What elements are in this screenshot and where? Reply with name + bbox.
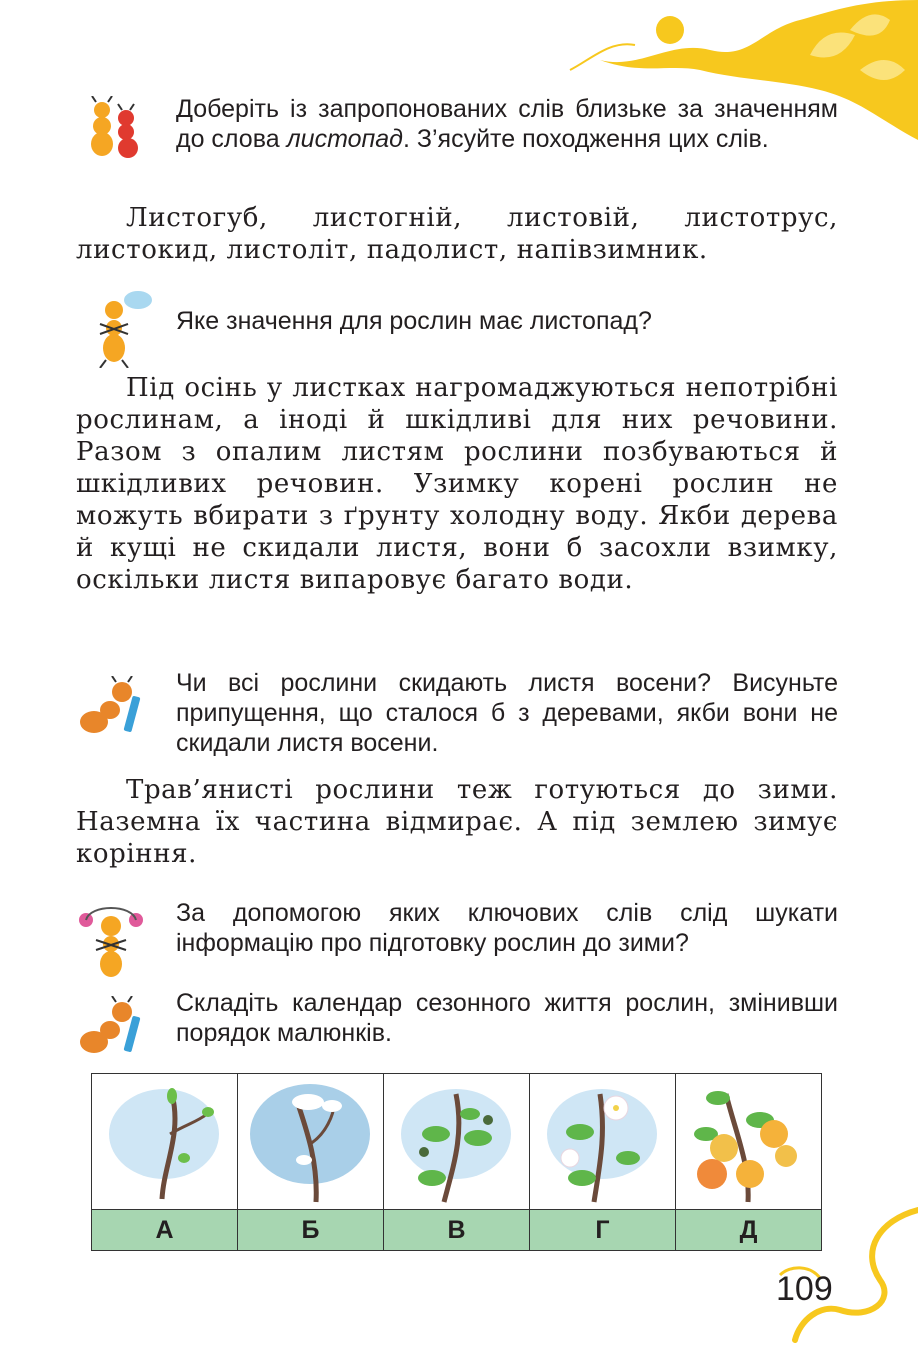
paragraph-leaf-fall [76,372,838,596]
image-cell-a [92,1074,238,1210]
task-4-text: За допомогою яких ключових слів слід шукати інформацію про підготовку рослин до зими? [176,899,838,957]
seasons-table [91,1073,822,1251]
ants-pair-icon [82,96,152,160]
ant-headphones-icon [76,904,146,980]
task-1-italic-word: листопад [286,125,403,153]
ant-pencil-icon [76,676,144,738]
paragraph-text: Під осінь у листках нагромаджуються непотрібні рослинам, а іноді й шкідливі для них речовини. Разом з опалим листям рослини позбуваються й шкідливих речовин. Узимку корені рослин не можуть вбирати з ґрунту холодну воду. Якби дерева й кущі не скидали листя, вони б засохли взимку, оскільки листя випаровує багато води. [76,373,838,595]
paragraph-herbs [76,774,838,870]
label-a: А [92,1210,238,1251]
branch-buds-image [92,1074,237,1204]
label-v: В [384,1210,530,1251]
task-1-text [176,94,838,154]
task-1-text-part: Доберіть із запропонованих слів близьке за значенням до слова [176,95,838,153]
task-3-text: Чи всі рослини скидають листя восени? Висуньте припущення, що сталося б з деревами, якби вони не скидали листя восени. [176,669,838,757]
page-number: 109 [776,1270,833,1308]
ant-thinking-icon [90,290,154,368]
label-d: Д [676,1210,822,1251]
image-cell-g [530,1074,676,1210]
branch-apples-image [676,1074,821,1204]
label-b: Б [238,1210,384,1251]
branch-blossom-image [530,1074,675,1204]
paragraph-text: Листогуб, листогній, листовій, листотрус, листокид, листоліт, падолист, напівзимник. [76,203,838,265]
label-g: Г [530,1210,676,1251]
task-2-text: Яке значення для рослин має листопад? [176,307,652,335]
image-cell-b [238,1074,384,1210]
task-5-text: Складіть календар сезонного життя рослин, змінивши порядок малюнків. [176,989,838,1047]
image-cell-d [676,1074,822,1210]
paragraph-text: Трав’янисті рослини теж готуються до зими. Наземна їх частина відмирає. А під землею зимує коріння. [76,775,838,869]
paragraph-words [76,202,838,266]
branch-leaves-image [384,1074,529,1204]
ant-pencil-icon [76,996,144,1058]
branch-snow-image [238,1074,383,1204]
image-cell-c [384,1074,530,1210]
task-1-text-part: . З’ясуйте походження цих слів. [403,125,769,153]
